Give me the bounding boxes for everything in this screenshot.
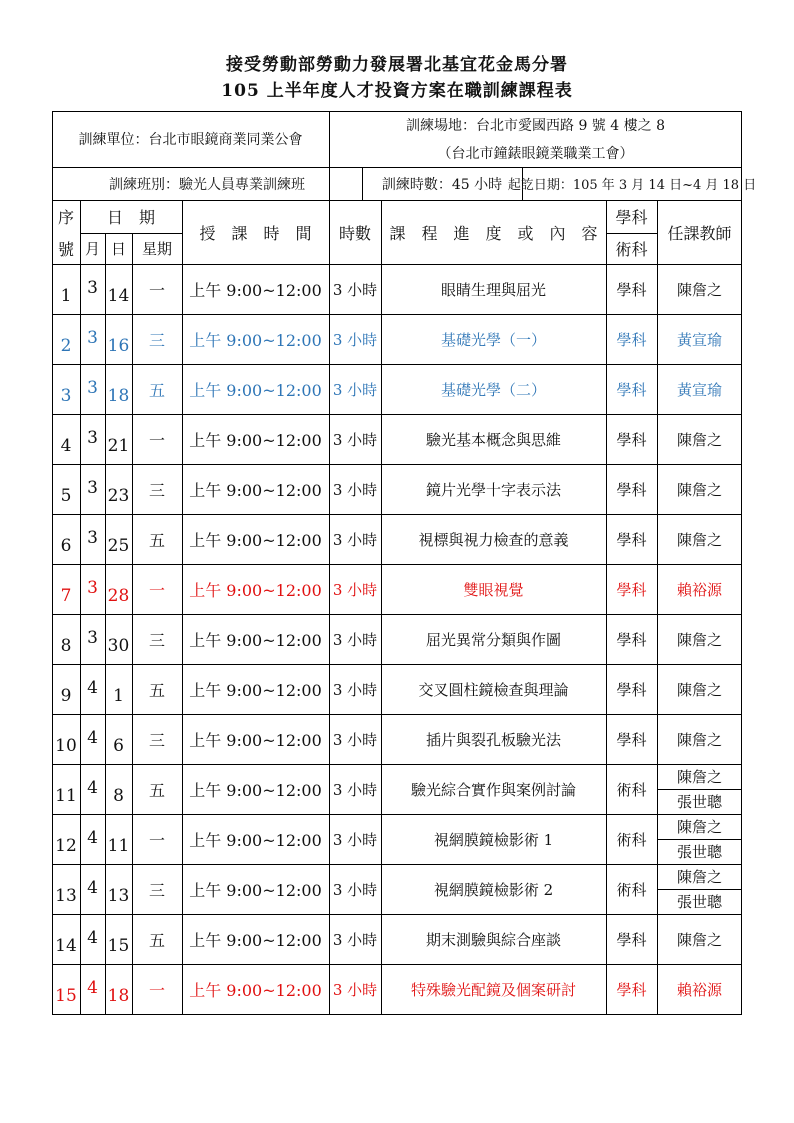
row-teacher: 陳詹之 — [676, 630, 722, 649]
row-content: 驗光綜合實作與案例討論 — [410, 780, 576, 799]
row-hours: 3 小時 — [332, 580, 378, 599]
row-content: 視網膜鏡檢影術 1 — [433, 830, 554, 849]
row-teacher: 陳詹之 — [676, 868, 722, 886]
row-time: 上午 9:00~12:00 — [189, 330, 322, 350]
row-number: 5 — [60, 486, 72, 506]
row-day: 21 — [107, 436, 130, 456]
row-time: 上午 9:00~12:00 — [189, 830, 322, 850]
row-day: 8 — [113, 786, 124, 806]
row-weekday: 一 — [148, 980, 165, 1000]
training-hours: 訓練時數：45 小時 — [381, 176, 503, 193]
row-hours: 3 小時 — [332, 930, 378, 949]
row-day: 15 — [107, 936, 130, 956]
row-teacher: 黃宣瑜 — [676, 380, 722, 399]
row-content: 眼睛生理與屈光 — [440, 280, 546, 299]
header-type-top: 學科 — [615, 208, 648, 227]
row-number: 11 — [55, 786, 77, 806]
header-seq-bottom: 號 — [57, 240, 74, 259]
row-hours: 3 小時 — [332, 980, 378, 999]
row-hours: 3 小時 — [332, 830, 378, 849]
row-day: 18 — [107, 986, 130, 1006]
row-weekday: 一 — [148, 580, 165, 600]
row-content: 期末測驗與綜合座談 — [425, 930, 561, 949]
row-number: 12 — [55, 836, 77, 856]
row-weekday: 五 — [148, 680, 165, 700]
row-teacher: 陳詹之 — [676, 818, 722, 836]
row-time: 上午 9:00~12:00 — [189, 780, 322, 800]
row-teacher: 賴裕源 — [676, 580, 722, 599]
row-day: 18 — [107, 386, 130, 406]
row-type: 學科 — [616, 380, 647, 399]
row-number: 9 — [60, 686, 72, 706]
row-number: 4 — [60, 436, 72, 456]
row-weekday: 一 — [148, 280, 165, 300]
header-time: 授 課 時 間 — [199, 223, 312, 243]
row-month: 3 — [87, 628, 98, 648]
row-time: 上午 9:00~12:00 — [189, 880, 322, 900]
row-number: 7 — [60, 586, 72, 606]
header-day: 日 — [110, 240, 126, 258]
row-hours: 3 小時 — [332, 430, 378, 449]
row-type: 學科 — [616, 430, 647, 449]
row-time: 上午 9:00~12:00 — [189, 980, 322, 1000]
row-type: 學科 — [616, 680, 647, 699]
row-teacher: 陳詹之 — [676, 280, 722, 299]
row-number: 14 — [55, 936, 77, 956]
row-day: 11 — [107, 836, 130, 856]
row-month: 4 — [87, 728, 98, 748]
document-title-line1: 接受勞動部勞動力發展署北基宜花金馬分署 — [226, 55, 568, 75]
row-weekday: 五 — [148, 380, 165, 400]
row-type: 學科 — [616, 730, 647, 749]
row-teacher: 陳詹之 — [676, 680, 722, 699]
row-hours: 3 小時 — [332, 380, 378, 399]
row-content: 特殊驗光配鏡及個案研討 — [410, 980, 576, 999]
row-time: 上午 9:00~12:00 — [189, 280, 322, 300]
row-hours: 3 小時 — [332, 630, 378, 649]
row-month: 4 — [87, 978, 98, 998]
row-content: 雙眼視覺 — [463, 580, 524, 599]
row-time: 上午 9:00~12:00 — [189, 630, 322, 650]
row-hours: 3 小時 — [332, 330, 378, 349]
row-number: 2 — [60, 336, 72, 356]
row-type: 學科 — [616, 480, 647, 499]
row-day: 25 — [107, 536, 130, 556]
row-weekday: 五 — [148, 530, 165, 550]
row-day: 13 — [107, 886, 130, 906]
row-weekday: 三 — [148, 480, 165, 500]
row-hours: 3 小時 — [332, 730, 378, 749]
row-teacher: 陳詹之 — [676, 530, 722, 549]
row-number: 6 — [60, 536, 72, 556]
training-dates: 起訖日期：105 年 3 月 14 日~4 月 18 日 — [507, 178, 757, 193]
row-teacher: 黃宣瑜 — [676, 330, 722, 349]
row-month: 3 — [87, 328, 98, 348]
row-teacher: 張世聰 — [676, 843, 722, 861]
row-number: 8 — [60, 636, 72, 656]
row-content: 基礎光學（一） — [440, 330, 546, 349]
row-weekday: 三 — [148, 730, 165, 750]
row-number: 3 — [60, 386, 72, 406]
row-day: 16 — [107, 336, 130, 356]
row-hours: 3 小時 — [332, 680, 378, 699]
row-day: 6 — [113, 736, 124, 756]
row-teacher: 張世聰 — [676, 893, 722, 911]
row-month: 4 — [87, 878, 98, 898]
row-hours: 3 小時 — [332, 480, 378, 499]
row-type: 學科 — [616, 630, 647, 649]
row-month: 4 — [87, 678, 98, 698]
row-month: 3 — [87, 278, 98, 298]
row-teacher: 陳詹之 — [676, 930, 722, 949]
header-date: 日 期 — [106, 208, 155, 227]
row-content: 插片與裂孔板驗光法 — [425, 730, 561, 749]
row-day: 14 — [107, 286, 130, 306]
training-class: 訓練班別：驗光人員專業訓練班 — [109, 176, 305, 193]
row-time: 上午 9:00~12:00 — [189, 530, 322, 550]
row-day: 1 — [113, 686, 124, 706]
row-weekday: 三 — [148, 880, 165, 900]
row-content: 視網膜鏡檢影術 2 — [433, 880, 554, 899]
row-weekday: 一 — [148, 430, 165, 450]
training-venue: 訓練場地：台北市愛國西路 9 號 4 樓之 8 — [406, 118, 665, 134]
row-type: 學科 — [616, 980, 647, 999]
row-content: 鏡片光學十字表示法 — [425, 480, 561, 499]
row-month: 4 — [87, 778, 98, 798]
header-seq-top: 序 — [57, 208, 74, 227]
row-month: 3 — [87, 378, 98, 398]
row-month: 3 — [87, 428, 98, 448]
header-weekday: 星期 — [141, 240, 172, 258]
row-time: 上午 9:00~12:00 — [189, 380, 322, 400]
row-type: 術科 — [616, 780, 647, 799]
row-weekday: 五 — [148, 780, 165, 800]
header-type-bottom: 術科 — [615, 240, 648, 259]
row-teacher: 陳詹之 — [676, 768, 722, 786]
row-hours: 3 小時 — [332, 530, 378, 549]
row-type: 學科 — [616, 330, 647, 349]
row-time: 上午 9:00~12:00 — [189, 430, 322, 450]
row-day: 23 — [107, 486, 130, 506]
row-number: 15 — [55, 986, 77, 1006]
document-title-line2: 105 上半年度人才投資方案在職訓練課程表 — [221, 81, 573, 101]
row-type: 學科 — [616, 530, 647, 549]
row-teacher: 陳詹之 — [676, 730, 722, 749]
row-hours: 3 小時 — [332, 780, 378, 799]
row-month: 3 — [87, 578, 98, 598]
row-type: 術科 — [616, 880, 647, 899]
row-month: 3 — [87, 478, 98, 498]
row-teacher: 賴裕源 — [676, 980, 722, 999]
row-month: 4 — [87, 928, 98, 948]
training-unit: 訓練單位：台北市眼鏡商業同業公會 — [78, 132, 303, 148]
header-month: 月 — [84, 240, 100, 258]
row-type: 學科 — [616, 280, 647, 299]
row-time: 上午 9:00~12:00 — [189, 580, 322, 600]
row-type: 學科 — [616, 580, 647, 599]
row-month: 3 — [87, 528, 98, 548]
row-type: 術科 — [616, 830, 647, 849]
row-number: 1 — [60, 286, 72, 306]
row-content: 視標與視力檢查的意義 — [418, 530, 569, 549]
row-teacher: 陳詹之 — [676, 480, 722, 499]
row-weekday: 五 — [148, 930, 165, 950]
row-day: 30 — [107, 636, 130, 656]
row-teacher: 陳詹之 — [676, 430, 722, 449]
row-content: 交叉圓柱鏡檢查與理論 — [418, 680, 569, 699]
row-hours: 3 小時 — [332, 880, 378, 899]
row-teacher: 張世聰 — [676, 793, 722, 811]
header-content: 課 程 進 度 或 內 容 — [389, 223, 598, 243]
header-teacher: 任課教師 — [667, 223, 732, 243]
row-type: 學科 — [616, 930, 647, 949]
row-weekday: 一 — [148, 830, 165, 850]
row-day: 28 — [107, 586, 130, 606]
row-content: 基礎光學（二） — [440, 380, 546, 399]
training-venue-note: （台北市鐘錶眼鏡業職業工會） — [437, 146, 634, 162]
row-content: 驗光基本概念與思維 — [425, 430, 561, 449]
header-duration: 時數 — [338, 223, 371, 243]
row-hours: 3 小時 — [332, 280, 378, 299]
row-content: 屈光異常分類與作圖 — [425, 630, 561, 649]
row-weekday: 三 — [148, 630, 165, 650]
row-month: 4 — [87, 828, 98, 848]
row-time: 上午 9:00~12:00 — [189, 480, 322, 500]
row-time: 上午 9:00~12:00 — [189, 680, 322, 700]
row-number: 13 — [55, 886, 77, 906]
row-weekday: 三 — [148, 330, 165, 350]
row-number: 10 — [55, 736, 77, 756]
row-time: 上午 9:00~12:00 — [189, 730, 322, 750]
row-time: 上午 9:00~12:00 — [189, 930, 322, 950]
